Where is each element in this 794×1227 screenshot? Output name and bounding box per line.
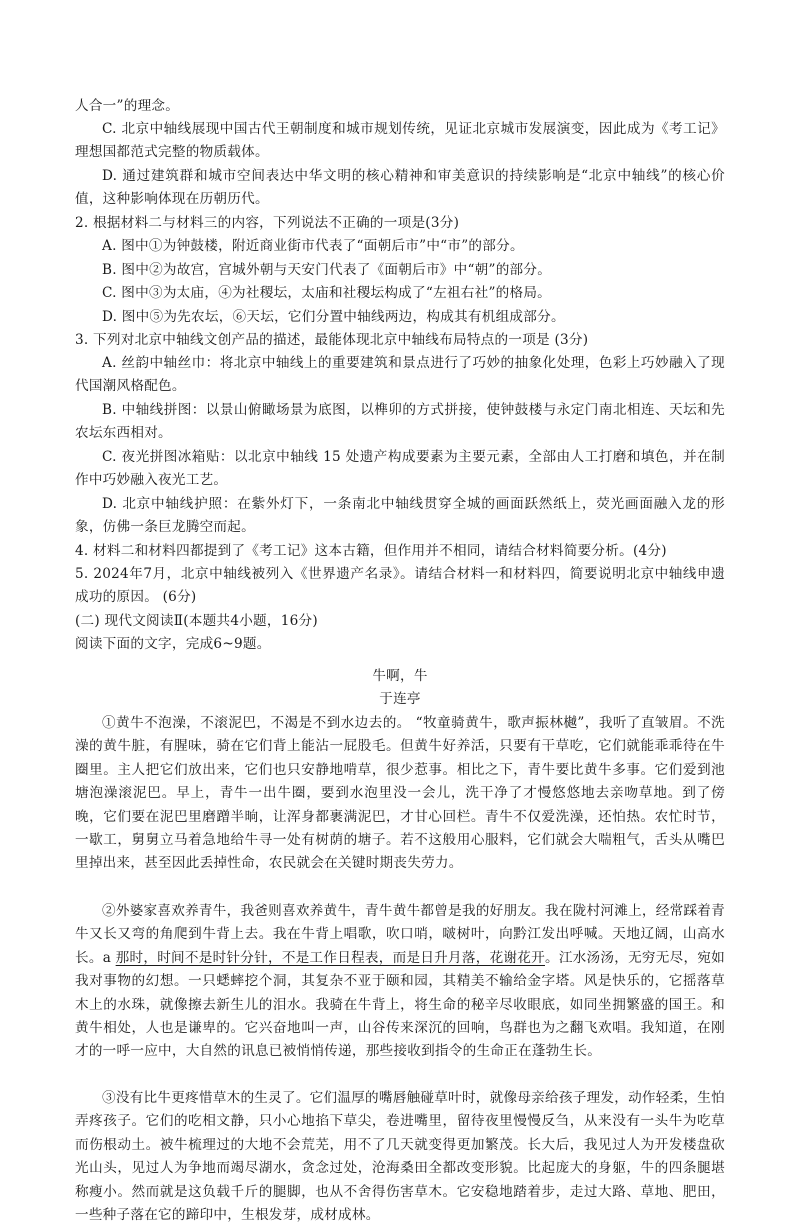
section-heading: (二) 现代文阅读Ⅱ(本题共4小题，16分): [75, 613, 318, 629]
essay-author: 于连亭: [379, 691, 421, 707]
option-c: C. 北京中轴线展现中国古代王朝制度和城市规划传统，见证北京城市发展演变，因此成为《考工记》理想国都范式完整的物质载体。: [75, 121, 725, 161]
q3-option-d: D. 北京中轴线护照：在紫外灯下，一条南北中轴线贯穿全城的画面跃然纸上，荧光画面融入龙的形象，仿佛一条巨龙腾空而起。: [75, 496, 725, 536]
instruction: 阅读下面的文字，完成6~9题。: [75, 636, 271, 652]
underlined-sentence-a: 那时，时间不是时针分针，不是工作日程表，而是日升月落，花谢花开: [115, 949, 545, 966]
paragraph-2-text: ②外婆家喜欢养青牛，我爸则喜欢养黄牛，青牛黄牛都曾是我的好朋友。我在陇村河滩上，经常踩着青牛又长又弯的角爬到牛背上去。我在牛背上唱歌，吹口哨，啵树叶，向黔江发出呼喊。天地辽阔，山高水长。a: [75, 903, 725, 966]
essay-paragraph-2: [75, 900, 725, 1064]
q3-option-a: A. 丝韵中轴丝巾：将北京中轴线上的重要建筑和景点进行了巧妙的抽象化处理，色彩上巧妙融入了现代国潮风格配色。: [75, 355, 725, 395]
text-line: 人合一”的理念。: [75, 98, 180, 114]
q2-option-b: B. 图中②为故宫，宫城外朝与天安门代表了《面朝后市》中“朝”的部分。: [102, 262, 552, 278]
essay-paragraph-1: ①黄牛不泡澡，不滚泥巴，不渴是不到水边去的。 “牧童骑黄牛，歌声振林樾”，我听了直皱眉。不洗澡的黄牛脏，有腥味，骑在它们背上能沾一屁股毛。但黄牛好养活，只要有干草吃，它们就能乖乖待在牛圈里。主人把它们放出来，它们也只安静地啃草，很少惹事。相比之下，青牛要比黄牛多事。它们爱到池塘泡澡滚泥巴。早上，青牛一出牛圈，要到水泡里没一会儿，洗干净了才慢悠悠地去亲吻草地。到了傍晚，它们要在泥巴里磨蹭半晌，让浑身都裹满泥巴，才甘心回栏。青牛不仅爱洗澡，还怕热。农忙时节，一歇工，舅舅立马着急地给牛寻一处有树荫的塘子。若不这般用心服料，它们就会大喘粗气，舌头从嘴巴里掉出来，甚至因此丢掉性命，农民就会在关键时期丧失劳力。: [75, 715, 725, 872]
q2-option-a: A. 图中①为钟鼓楼，附近商业街市代表了“面朝后市”中“市”的部分。: [102, 238, 524, 254]
question-5: 5. 2024年7月，北京中轴线被列入《世界遗产名录》。请结合材料一和材料四，简要说明北京中轴线申遗成功的原因。 (6分): [75, 566, 725, 606]
essay-paragraph-3: ③没有比牛更疼惜草木的生灵了。它们温厚的嘴唇触碰草叶时，就像母亲给孩子理发，动作轻柔，生怕弄疼孩子。它们的吃相文静，只小心地掐下草尖，卷进嘴里，留待夜里慢慢反刍，从来没有一头牛为吃草而伤根动土。被牛梳理过的大地不会荒芜，用不了几天就变得更加繁茂。长大后，我见过人为开发楼盘砍光山头，见过人为争地而竭尽湖水，贪念过处，沧海桑田全都改变形貌。比起庞大的身躯，牛的四条腿堪称瘦小。然而就是这负载千斤的腿脚，也从不舍得伤害草木。它安稳地踏着步，走过大路、草地、肥田，一些种子落在它的蹄印中，生根发芽，成材成林。: [75, 1090, 725, 1224]
question-2: 2. 根据材料二与材料三的内容，下列说法不正确的一项是(3分): [75, 215, 460, 231]
q3-option-c: C. 夜光拼图冰箱贴：以北京中轴线 15 处遗产构成要素为主要元素，全部由人工打磨和填色，并在制作中巧妙融入夜光工艺。: [75, 449, 725, 489]
essay-title: 牛啊，牛: [372, 668, 428, 684]
question-4: 4. 材料二和材料四都提到了《考工记》这本古籍，但作用并不相同，请结合材料简要分析。(4分): [75, 543, 667, 559]
option-d: D. 通过建筑群和城市空间表达中华文明的核心精神和审美意识的持续影响是“北京中轴线”的核心价值，这种影响体现在历朝历代。: [75, 168, 725, 208]
paragraph-2-text: 。江水汤汤，无穷无尽，宛如我对事物的幻想。一只蟋蟀挖个洞，其复杂不亚于颐和园，其精美不输给金字塔。风是快乐的，它摇落草木上的水珠，就像擦去新生儿的泪水。我骑在牛背上，将生命的秘辛尽收眼底，如同坐拥繁盛的国王。和黄牛相处，人也是谦卑的。它兴奋地叫一声，山谷传来深沉的回响，鸟群也为之翻飞欢唱。我知道，在刚才的一呼一应中，大自然的讯息已被悄悄传递，那些接收到指令的生命正在蓬勃生长。: [75, 949, 726, 1060]
question-3: 3. 下列对北京中轴线文创产品的描述，最能体现北京中轴线布局特点的一项是 (3分): [75, 332, 589, 348]
q3-option-b: B. 中轴线拼图：以景山俯瞰场景为底图，以榫卯的方式拼接，使钟鼓楼与永定门南北相连、天坛和先农坛东西相对。: [75, 402, 725, 442]
q2-option-d: D. 图中⑤为先农坛，⑥天坛，它们分置中轴线两边，构成其有机组成部分。: [102, 309, 565, 325]
q2-option-c: C. 图中③为太庙，④为社稷坛，太庙和社稷坛构成了“左祖右社”的格局。: [102, 285, 552, 301]
